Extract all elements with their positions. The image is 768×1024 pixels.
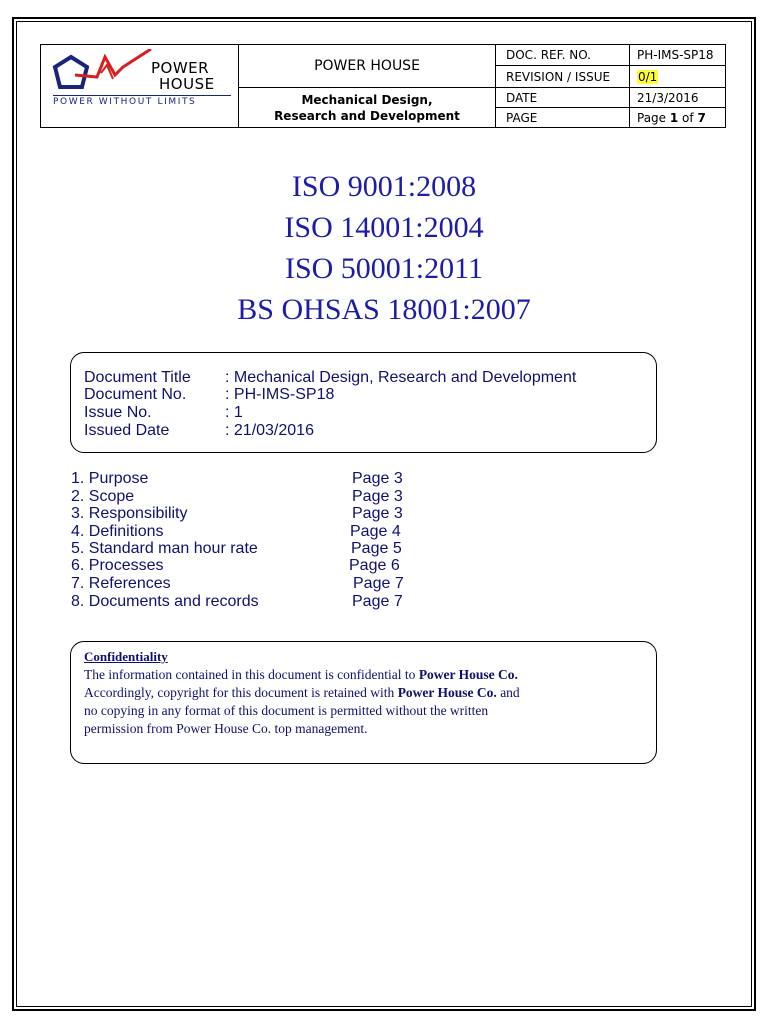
page-of: of	[678, 110, 698, 125]
toc-page: Page 4	[350, 523, 401, 540]
toc-title: 6. Processes	[71, 557, 164, 574]
date-value: 21/3/2016	[630, 88, 725, 108]
info-value: : 21/03/2016	[225, 422, 314, 439]
info-value: : 1	[225, 404, 243, 421]
confidentiality-line-4: permission from Power House Co. top management.	[84, 721, 368, 736]
standard-iso-14001: ISO 14001:2004	[284, 211, 484, 244]
document-header-table	[40, 44, 726, 128]
toc-page: Page 7	[352, 593, 403, 610]
doc-ref-value: PH-IMS-SP18	[630, 45, 725, 66]
confidentiality-line-2	[84, 684, 520, 701]
page-total: 7	[697, 110, 706, 125]
toc-page: Page 3	[352, 488, 403, 505]
info-key: Issue No.	[84, 404, 152, 421]
department-line-2: Research and Development	[274, 108, 460, 123]
date-label: DATE	[496, 88, 630, 108]
toc-title: 3. Responsibility	[71, 505, 188, 522]
page-current: 1	[669, 110, 679, 125]
logo-tagline: POWER WITHOUT LIMITS	[53, 95, 231, 105]
info-key: Document No.	[84, 386, 187, 403]
pentagon-lightning-icon	[49, 49, 153, 95]
info-value: : PH-IMS-SP18	[225, 386, 335, 403]
conf-text: The information contained in this document is confidential to	[84, 667, 419, 682]
page-value	[630, 108, 725, 127]
info-key: Issued Date	[84, 422, 170, 439]
confidentiality-line-1	[84, 666, 518, 683]
toc-page: Page 3	[352, 470, 403, 487]
toc-page: Page 5	[351, 540, 402, 557]
standard-iso-50001: ISO 50001:2011	[284, 252, 484, 285]
conf-company-bold: Power House Co.	[397, 685, 497, 700]
revision-highlight: 0/1	[638, 69, 658, 84]
company-name: POWER HOUSE	[239, 45, 496, 88]
toc-title: 5. Standard man hour rate	[71, 540, 258, 557]
standard-iso-9001: ISO 9001:2008	[291, 170, 477, 203]
confidentiality-title: Confidentiality	[84, 649, 168, 664]
toc-page: Page 6	[349, 557, 400, 574]
info-key: Document Title	[84, 369, 191, 386]
department-line-1: Mechanical Design,	[301, 92, 433, 107]
doc-ref-label: DOC. REF. NO.	[496, 45, 630, 66]
conf-text: and	[496, 685, 520, 700]
toc-page: Page 7	[353, 575, 404, 592]
toc-title: 1. Purpose	[71, 470, 149, 487]
logo-word-house: HOUSE	[159, 75, 215, 93]
info-value: : Mechanical Design, Research and Development	[225, 369, 577, 386]
revision-label: REVISION / ISSUE	[496, 66, 630, 88]
revision-value	[630, 66, 725, 88]
page-prefix: Page	[637, 110, 670, 125]
toc-title: 2. Scope	[71, 488, 135, 505]
conf-company-bold: Power House Co.	[418, 667, 518, 682]
conf-text: Accordingly, copyright for this document is retained with	[84, 685, 398, 700]
toc-title: 4. Definitions	[71, 523, 164, 540]
toc-page: Page 3	[352, 505, 403, 522]
document-info-box	[70, 352, 657, 453]
standard-bs-ohsas-18001: BS OHSAS 18001:2007	[237, 293, 531, 326]
toc-title: 8. Documents and records	[71, 593, 259, 610]
page-label: PAGE	[496, 108, 630, 127]
toc-title: 7. References	[71, 575, 171, 592]
confidentiality-box	[70, 641, 657, 764]
department-name	[239, 88, 496, 127]
company-logo	[41, 45, 239, 127]
confidentiality-line-3: no copying in any format of this document is permitted without the written	[84, 703, 489, 718]
logo-word-power: POWER	[151, 59, 210, 77]
